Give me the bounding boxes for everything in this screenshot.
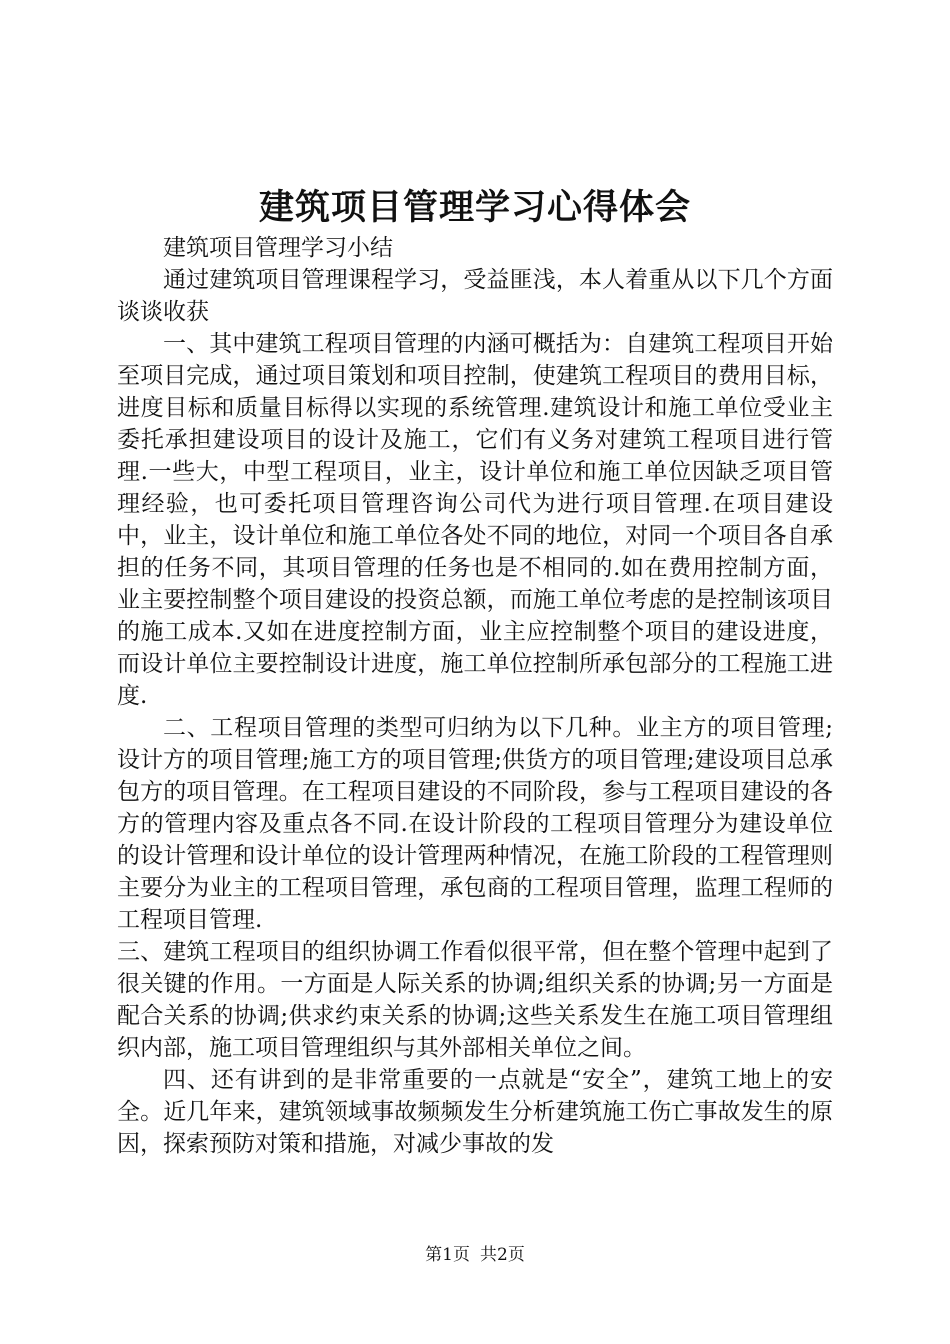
page-number: 第1页	[425, 1245, 470, 1265]
body-paragraph-section-2: 二、工程项目管理的类型可归纳为以下几种。业主方的项目管理;设计方的项目管理;施工方的项目管理;供货方的项目管理;建设项目总承包方的项目管理。在工程项目建设的不同阶段，参与工程项目建设的各方的管理内容及重点各不同.在设计阶段的工程项目管理分为建设单位的设计管理和设计单位的设计管理两种情况，在施工阶段的工程管理则主要分为业主的工程项目管理，承包商的工程项目管理，监理工程师的工程项目管理.	[117, 715, 833, 933]
body-paragraph-intro: 通过建筑项目管理课程学习，受益匪浅，本人着重从以下几个方面谈谈收获	[117, 267, 833, 325]
page-total: 共2页	[480, 1245, 525, 1265]
body-paragraph-subtitle: 建筑项目管理学习小结	[163, 235, 393, 261]
body-paragraph-section-4: 四、还有讲到的是非常重要的一点就是“安全”，建筑工地上的安全。近几年来，建筑领域事故频频发生分析建筑施工伤亡事故发生的原因，探索预防对策和措施，对减少事故的发	[117, 1067, 833, 1157]
page-footer	[0, 1243, 950, 1267]
body-paragraph-section-1: 一、其中建筑工程项目管理的内涵可概括为：自建筑工程项目开始至项目完成，通过项目策划和项目控制，使建筑工程项目的费用目标，进度目标和质量目标得以实现的系统管理.建筑设计和施工单位受业主委托承担建设项目的设计及施工，它们有义务对建筑工程项目进行管理.一些大，中型工程项目，业主，设计单位和施工单位因缺乏项目管理经验，也可委托项目管理咨询公司代为进行项目管理.在项目建设中，业主，设计单位和施工单位各处不同的地位，对同一个项目各自承担的任务不同，其项目管理的任务也是不相同的.如在费用控制方面，业主要控制整个项目建设的投资总额，而施工单位考虑的是控制该项目的施工成本.又如在进度控制方面，业主应控制整个项目的建设进度，而设计单位主要控制设计进度，施工单位控制所承包部分的工程施工进度.	[117, 331, 833, 709]
document-body	[117, 232, 833, 1160]
body-paragraph-section-3: 三、建筑工程项目的组织协调工作看似很平常，但在整个管理中起到了很关键的作用。一方面是人际关系的协调;组织关系的协调;另一方面是配合关系的协调;供求约束关系的协调;这些关系发生在施工项目管理组织内部，施工项目管理组织与其外部相关单位之间。	[117, 939, 833, 1061]
document-title: 建筑项目管理学习心得体会	[258, 187, 691, 228]
